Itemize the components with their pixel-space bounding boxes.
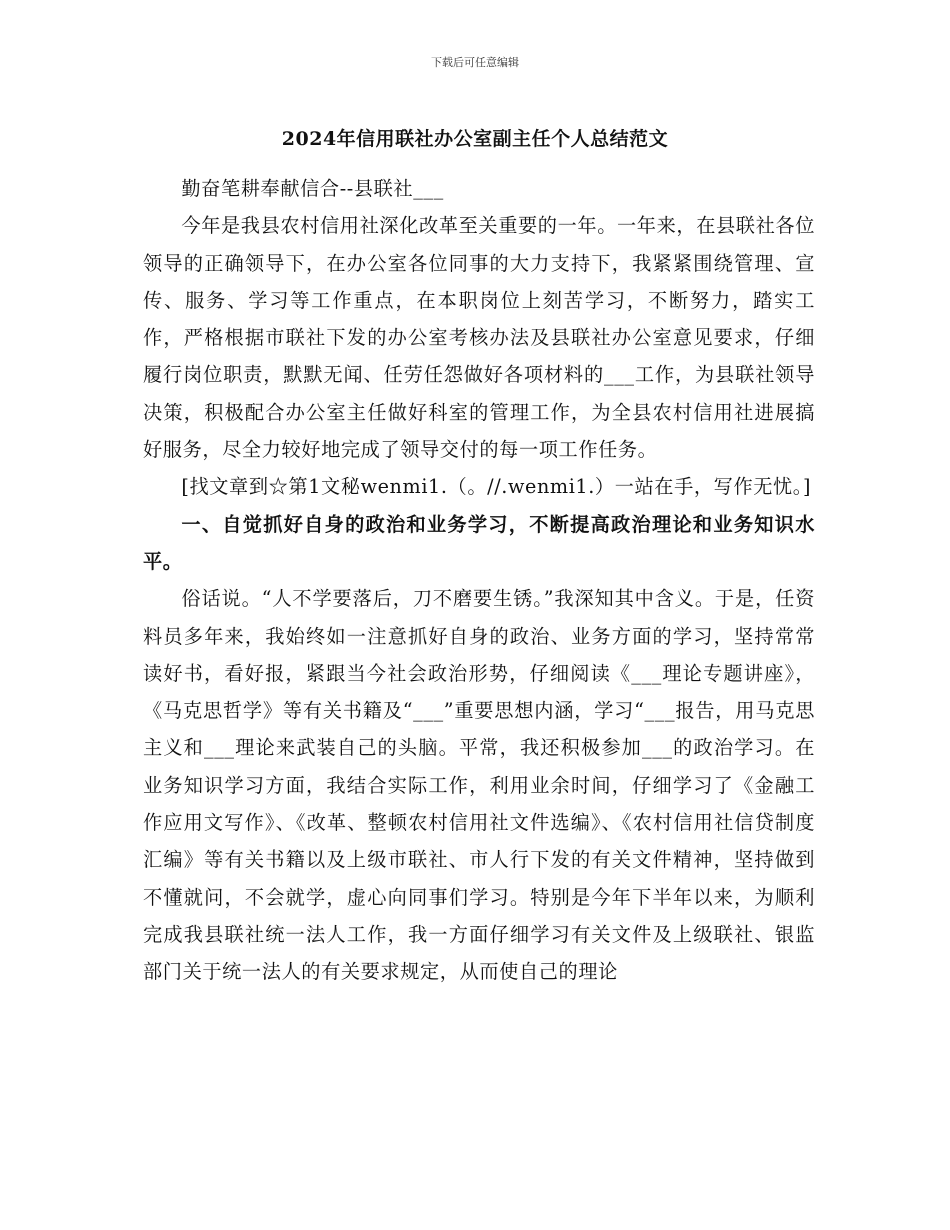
section-paragraph-1: 俗话说。“人不学要落后，刀不磨要生锈。”我深知其中含义。于是，任资料员多年来，我始终如一注意抓好自身的政治、业务方面的学习，坚持常常读好书，看好报，紧跟当今社会政治形势，仔细阅读《___理论专题讲座》，《马克思哲学》等有关书籍及“___”重要思想内涵，学习“___报告，用马克思主义和___理论来武装自己的头脑。平常，我还积极参加___的政治学习。在业务知识学习方面，我结合实际工作，利用业余时间，仔细学习了《金融工作应用文写作》、《改革、整顿农村信用社文件选编》、《农村信用社信贷制度汇编》等有关书籍以及上级市联社、市人行下发的有关文件精神，坚持做到不懂就问，不会就学，虚心向同事们学习。特别是今年下半年以来，为顺利完成我县联社统一法人工作，我一方面仔细学习有关文件及上级联社、银监部门关于统一法人的有关要求规定，从而使自己的理论 <box>143 587 815 984</box>
paragraph-note: [找文章到☆第1文秘wenmi1.（。//.wenmi1.）一站在手，写作无忧。] <box>181 475 812 499</box>
section-heading-1: 一、自觉抓好自身的政治和业务学习，不断提高政治理论和业务知识水平。 <box>143 512 815 573</box>
paragraph-byline: 勤奋笔耕奉献信合--县联社___ <box>181 177 444 200</box>
paragraph-intro: 今年是我县农村信用社深化改革至关重要的一年。一年来，在县联社各位领导的正确领导下，在办公室各位同事的大力支持下，我紧紧围绕管理、宣传、服务、学习等工作重点，在本职岗位上刻苦学习，不断努力，踏实工作，严格根据市联社下发的办公室考核办法及县联社办公室意见要求，仔细履行岗位职责，默默无闻、任劳任怨做好各项材料的___工作，为县联社领导决策，积极配合办公室主任做好科室的管理工作，为全县农村信用社进展搞好服务，尽全力较好地完成了领导交付的每一项工作任务。 <box>143 214 815 462</box>
header-note: 下载后可任意编辑 <box>431 56 519 69</box>
document-body <box>143 170 815 991</box>
document-title: 2024年信用联社办公室副主任个人总结范文 <box>281 128 669 150</box>
